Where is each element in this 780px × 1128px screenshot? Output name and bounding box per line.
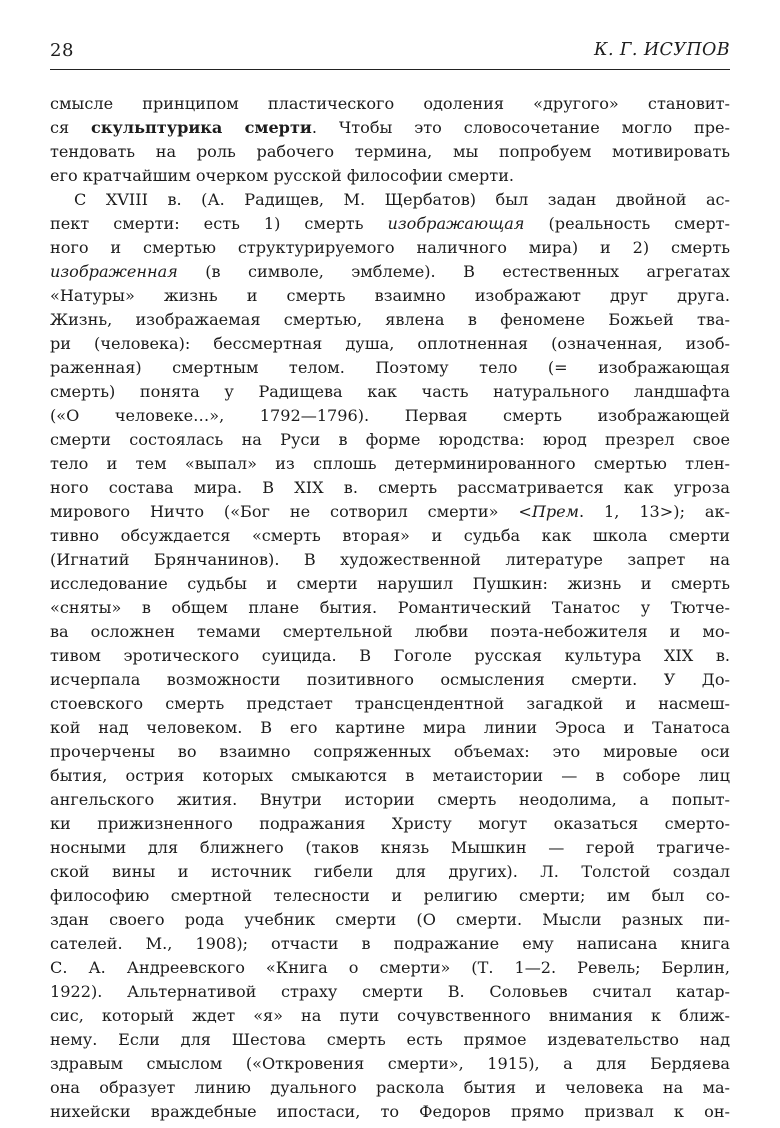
text-segment: носными для ближнего (таков князь Мышкин — герой трагиче- [50, 838, 730, 857]
text-segment: С XVIII в. (А. Радищев, М. Щербатов) был задан двойной ас- [74, 190, 730, 209]
text-line [50, 476, 730, 500]
text-line [50, 116, 730, 140]
italic-term: изображенная [50, 262, 178, 281]
text-line [50, 692, 730, 716]
text-segment: «сняты» в общем плане бытия. Романтический Танатос у Тютче- [50, 598, 730, 617]
text-segment: сис, который ждет «я» на пути сочувственного внимания к ближ- [50, 1006, 730, 1025]
text-line [50, 860, 730, 884]
text-line [50, 212, 730, 236]
text-line [50, 812, 730, 836]
text-segment: ного состава мира. В XIX в. смерть рассматривается как угроза [50, 478, 730, 497]
text-line [50, 764, 730, 788]
text-line [50, 596, 730, 620]
text-segment: она образует линию дуального раскола бытия и человека на ма- [50, 1078, 730, 1097]
text-line [50, 260, 730, 284]
italic-term: изображающая [387, 214, 525, 233]
text-line [50, 452, 730, 476]
text-line [50, 1076, 730, 1100]
text-line [50, 548, 730, 572]
text-line [50, 332, 730, 356]
text-line [50, 956, 730, 980]
text-segment: бытия, острия которых смыкаются в метаистории — в соборе лиц [50, 766, 730, 785]
text-segment: смысле принципом пластического одоления «другого» становит- [50, 94, 730, 113]
text-segment: (Игнатий Брянчанинов). В художественной литературе запрет на [50, 550, 730, 569]
text-line [50, 572, 730, 596]
text-line [50, 1004, 730, 1028]
text-segment: (в символе, эмблеме). В естественных агрегатах [177, 262, 730, 281]
text-segment: исследование судьбы и смерти нарушил Пушкин: жизнь и смерть [50, 574, 730, 593]
text-line [50, 140, 730, 164]
text-line [50, 356, 730, 380]
text-segment: смерть) понята у Радищева как часть натурального ландшафта [50, 382, 730, 401]
bold-term: скульптурика смерти [91, 118, 312, 137]
text-segment: нему. Если для Шестова смерть есть прямое издевательство над [50, 1030, 730, 1049]
text-line [50, 668, 730, 692]
text-segment: (реальность смерт- [524, 214, 730, 233]
text-segment: пект смерти: есть 1) смерть [50, 214, 388, 233]
text-segment: раженная) смертным телом. Поэтому тело (= изображающая [50, 358, 730, 377]
text-line [50, 1028, 730, 1052]
text-line [50, 524, 730, 548]
text-segment: 1922). Альтернативой страху смерти В. Соловьев считал катар- [50, 982, 730, 1001]
page-number: 28 [50, 40, 74, 61]
text-segment: стоевского смерть предстает трансцендентной загадкой и насмеш- [50, 694, 730, 713]
text-segment: тивом эротического суицида. В Гоголе русская культура XIX в. [50, 646, 730, 665]
text-line [50, 716, 730, 740]
text-segment: кой над человеком. В его картине мира линии Эроса и Танатоса [50, 718, 730, 737]
text-segment: Жизнь, изображаемая смертью, явлена в феномене Божьей тва- [50, 310, 730, 329]
text-line [50, 836, 730, 860]
text-line [50, 236, 730, 260]
text-segment: ного и смертью структурируемого наличного мира) и 2) смерть [50, 238, 730, 257]
text-segment: нихейски враждебные ипостаси, то Федоров прямо призвал к он- [50, 1102, 730, 1121]
text-segment: ри (человека): бессмертная душа, оплотненная (означенная, изоб- [50, 334, 730, 353]
text-segment: тело и тем «выпал» из сплошь детерминированного смертью тлен- [50, 454, 730, 473]
page-header [50, 38, 730, 68]
text-segment: его кратчайшим очерком русской философии смерти. [50, 166, 515, 185]
text-line [50, 284, 730, 308]
text-line [50, 380, 730, 404]
text-line [50, 740, 730, 764]
text-segment: («О человеке…», 1792—1796). Первая смерть изображающей [50, 406, 730, 425]
text-segment: исчерпала возможности позитивного осмысления смерти. У До- [50, 670, 730, 689]
text-segment: здравым смыслом («Откровения смерти», 1915), а для Бердяева [50, 1054, 730, 1073]
text-segment: «Натуры» жизнь и смерть взаимно изображают друг друга. [50, 286, 730, 305]
text-line [50, 788, 730, 812]
text-line [50, 620, 730, 644]
text-segment: сателей. М., 1908); отчасти в подражание ему написана книга [50, 934, 730, 953]
text-line [50, 404, 730, 428]
text-line [50, 1052, 730, 1076]
text-line [50, 932, 730, 956]
text-segment: С. А. Андреевского «Книга о смерти» (Т. 1—2. Ревель; Берлин, [50, 958, 730, 977]
text-line [50, 1100, 730, 1124]
text-line [50, 188, 730, 212]
text-segment: тендовать на роль рабочего термина, мы попробуем мотивировать [50, 142, 730, 161]
text-line [50, 980, 730, 1004]
italic-term: Прем [531, 502, 580, 521]
text-line [50, 308, 730, 332]
text-line [50, 644, 730, 668]
text-segment: смерти состоялась на Руси в форме юродства: юрод презрел свое [50, 430, 730, 449]
text-segment: философию смертной телесности и религию смерти; им был со- [50, 886, 730, 905]
text-line [50, 428, 730, 452]
text-line [50, 884, 730, 908]
text-line [50, 500, 730, 524]
text-segment: ки прижизненного подражания Христу могут оказаться смерто- [50, 814, 730, 833]
text-segment: . Чтобы это словосочетание могло пре- [311, 118, 730, 137]
text-segment: ской вины и источник гибели для других). Л. Толстой создал [50, 862, 730, 881]
text-segment: прочерчены во взаимно сопряженных объемах: это мировые оси [50, 742, 730, 761]
text-line [50, 92, 730, 116]
text-segment: ва осложнен темами смертельной любви поэта-небожителя и мо- [50, 622, 730, 641]
running-title: К. Г. ИСУПОВ [594, 40, 730, 60]
text-segment: мирового Ничто («Бог не сотворил смерти» < [50, 502, 532, 521]
text-line [50, 164, 730, 188]
text-segment: ся [50, 118, 92, 137]
text-line [50, 908, 730, 932]
text-segment: . 1, 13>); ак- [579, 502, 730, 521]
text-segment: тивно обсуждается «смерть вторая» и судьба как школа смерти [50, 526, 730, 545]
text-segment: ангельского жития. Внутри истории смерть неодолима, а попыт- [50, 790, 730, 809]
body-text [50, 92, 730, 1124]
header-rule [50, 69, 730, 70]
text-segment: здан своего рода учебник смерти (О смерти. Мысли разных пи- [50, 910, 730, 929]
